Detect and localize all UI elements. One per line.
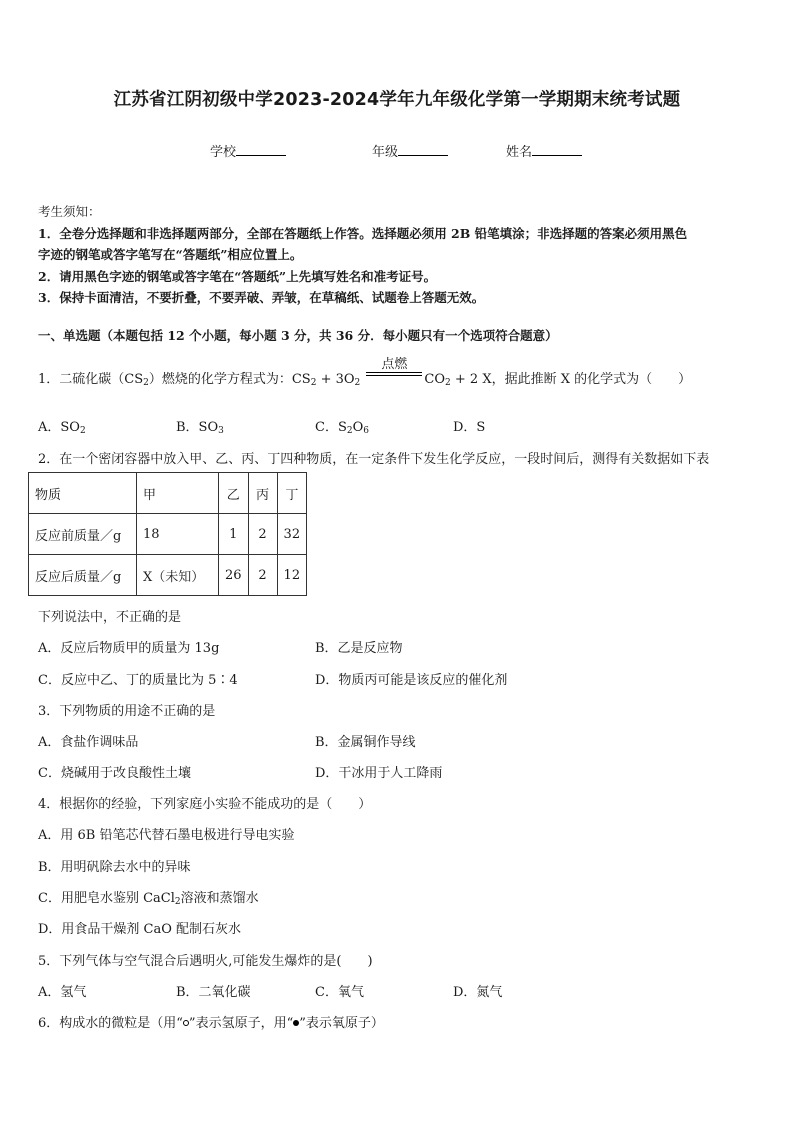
grade-label: 年级 [372,145,399,160]
table-header-cell: 丁 [277,473,307,514]
q5-option-b[interactable]: B．二氧化碳 [176,985,251,1000]
school-field[interactable] [210,141,286,160]
table-header-cell: 乙 [219,473,249,514]
question-4: 4．根据你的经验，下列家庭小实验不能成功的是（ ） [38,797,372,812]
q5-option-a[interactable]: A．氢气 [38,985,87,1000]
q5-option-d[interactable]: D．氮气 [453,985,503,1000]
school-label: 学校 [210,145,237,160]
grade-blank[interactable] [398,141,448,156]
exam-notice [38,201,758,309]
q4-option-b[interactable]: B．用明矾除去水中的异味 [38,860,191,875]
mass-data-table [28,472,307,596]
grade-field[interactable] [372,141,448,160]
q1-option-b[interactable]: B．$SO_3$ [176,420,224,436]
school-blank[interactable] [236,141,286,156]
q2-option-a[interactable]: A．反应后物质甲的质量为 13g [38,641,220,656]
section-heading: 一、单选题（本题包括 12 个小题，每小题 3 分，共 36 分．每小题只有一个选项符合题意） [38,328,558,343]
table-cell: 1 [219,514,249,555]
q4-option-c[interactable]: C．用肥皂水鉴别 CaCl$_2$溶液和蒸馏水 [38,891,259,907]
notice-item: 2．请用黑色字迹的钢笔或答字笔在“答题纸”上先填写姓名和准考证号。 [38,268,437,284]
exam-title: 江苏省江阴初级中学2023-2024学年九年级化学第一学期期末统考试题 [113,90,681,110]
table-header-cell: 甲 [137,473,219,514]
table-header-cell: 丙 [248,473,277,514]
q2-option-b[interactable]: B．乙是反应物 [315,641,403,656]
q2-option-c[interactable]: C．反应中乙、丁的质量比为 5∶4 [38,673,238,688]
q1-option-d[interactable]: D．S [453,420,486,435]
q4-option-d[interactable]: D．用食品干燥剂 CaO 配制石灰水 [38,922,242,937]
name-label: 姓名 [506,145,533,160]
table-cell: 26 [219,555,249,596]
q1-option-a[interactable]: A．$SO_2$ [38,420,86,436]
student-info-row [0,141,794,161]
q3-option-d[interactable]: D．干冰用于人工降雨 [315,766,443,781]
q2-substem: 下列说法中，不正确的是 [38,610,182,625]
table-cell: 18 [137,514,219,555]
notice-item: 3．保持卡面清洁，不要折叠，不要弄破、弄皱，在草稿纸、试题卷上答题无效。 [38,290,485,305]
notice-item: 1．全卷分选择题和非选择题两部分，全部在答题纸上作答。选择题必须用 2B 铅笔填涂；非选择题的答案必须用黑色 [38,225,688,241]
reaction-condition: 点燃 [366,369,422,383]
q5-option-c[interactable]: C．氧气 [315,985,364,1000]
question-2: 2．在一个密闭容器中放入甲、乙、丙、丁四种物质，在一定条件下发生化学反应，一段时间后，测得有关数据如下表 [38,452,710,467]
question-5: 5．下列气体与空气混合后遇明火,可能发生爆炸的是( ) [38,954,373,969]
q3-option-c[interactable]: C．烧碱用于改良酸性土壤 [38,766,191,781]
name-blank[interactable] [532,141,582,156]
q3-option-b[interactable]: B．金属铜作导线 [315,735,416,750]
table-cell: 32 [277,514,307,555]
table-cell: 2 [248,514,277,555]
table-cell: 反应前质量／g [29,514,137,555]
name-field[interactable] [506,141,582,160]
question-3: 3．下列物质的用途不正确的是 [38,704,216,719]
table-row [29,514,307,555]
notice-item: 字迹的钢笔或答字笔写在“答题纸”相应位置上。 [38,247,303,262]
table-header-row [29,473,307,514]
table-cell: X（未知） [137,555,219,596]
table-row [29,555,307,596]
q4-option-a[interactable]: A．用 6B 铅笔芯代替石墨电极进行导电实验 [38,828,295,843]
notice-heading: 考生须知： [38,204,101,219]
table-cell: 12 [277,555,307,596]
table-cell: 反应后质量／g [29,555,137,596]
table-header-cell: 物质 [29,473,137,514]
question-1: 1．二硫化碳$(CS_2)$燃烧的化学方程式为：$CS_2 + 3O_2$ 点燃 $CO_2 + 2$ X，据此推断 X 的化学式为（ ） [38,357,692,388]
question-6: 6．构成水的微粒是（用“ ”表示氢原子，用“ ”表示氧原子） [38,1016,384,1031]
q2-option-d[interactable]: D．物质丙可能是该反应的催化剂 [315,673,508,688]
q3-option-a[interactable]: A．食盐作调味品 [38,735,139,750]
q1-option-c[interactable]: C．$S_2O_6$ [315,420,369,436]
table-cell: 2 [248,555,277,596]
